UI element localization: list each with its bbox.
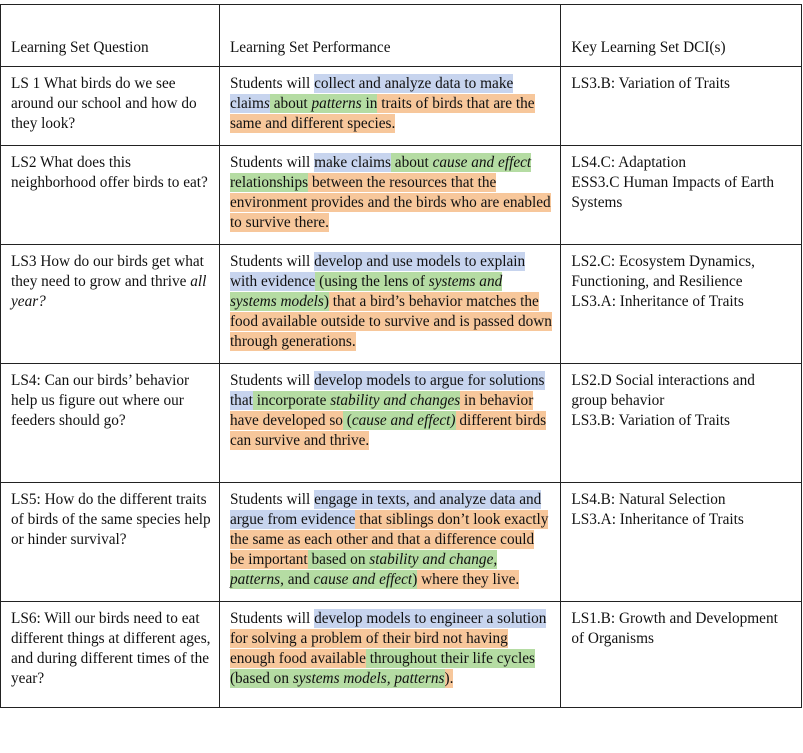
- question-text: LS3 How do our birds get what they need to grow and thrive: [11, 253, 204, 290]
- question-cell: [1, 245, 220, 364]
- highlight-green: cause and effect: [313, 571, 413, 588]
- question-text: LS 1 What birds do we see around our school and how do they look?: [11, 75, 197, 132]
- question-cell: [1, 364, 220, 483]
- performance-text: Students will: [229, 253, 315, 270]
- highlight-orange: for solving a problem of their bird not having enough food available: [229, 630, 508, 667]
- performance-text: Students will: [229, 491, 315, 508]
- highlight-green: relationships: [229, 174, 309, 191]
- dci-cell: [561, 146, 802, 245]
- table-row: [1, 245, 802, 364]
- question-text: LS4: Can our birds’ behavior help us figure out where our feeders should go?: [11, 372, 190, 429]
- dci-cell: [561, 245, 802, 364]
- performance-text: Students will: [229, 610, 315, 627]
- highlight-blue: develop and use models to explain with evidence: [229, 253, 526, 290]
- highlight-green: , and: [280, 571, 314, 588]
- highlight-green: ): [323, 293, 329, 310]
- dci-item: LS3.B: Variation of Traits: [571, 412, 731, 429]
- table-row: [1, 67, 802, 146]
- highlight-green: based on: [307, 551, 370, 568]
- header-row: [1, 5, 802, 67]
- table-row: [1, 146, 802, 245]
- highlight-orange: different birds can survive and thrive.: [229, 412, 547, 449]
- question-cell: [1, 483, 220, 602]
- dci-cell: [561, 483, 802, 602]
- highlight-green: cause and effect: [432, 154, 532, 171]
- question-text: LS2 What does this neighborhood offer birds to eat?: [11, 154, 208, 191]
- performance-cell: [219, 146, 560, 245]
- highlight-green: cause and effect): [351, 412, 456, 429]
- dci-item: LS4.C: Adaptation: [571, 154, 687, 171]
- table-row: [1, 364, 802, 483]
- dci-item: LS3.B: Variation of Traits: [571, 75, 731, 92]
- highlight-blue: develop models to engineer a solution: [314, 610, 547, 627]
- header-performance: Learning Set Performance: [219, 5, 560, 67]
- highlight-orange: that siblings don’t look exactly the same as each other and that a difference could be important: [229, 511, 549, 568]
- performance-text: Students will: [229, 154, 315, 171]
- question-cell: [1, 67, 220, 146]
- dci-cell: [561, 364, 802, 483]
- highlight-blue: collect and analyze data to make claim: [229, 75, 514, 112]
- highlight-green: ): [412, 571, 418, 588]
- performance-cell: [219, 483, 560, 602]
- performance-cell: [219, 602, 560, 708]
- highlight-green: (using the lens of: [315, 273, 429, 290]
- dci-cell: [561, 67, 802, 146]
- performance-cell: [219, 245, 560, 364]
- highlight-green: systems and systems models: [229, 273, 503, 310]
- header-question: Learning Set Question: [1, 5, 220, 67]
- dci-item: ESS3.C Human Impacts of Earth Systems: [571, 174, 775, 211]
- highlight-green: in: [361, 95, 378, 112]
- highlight-blue: make claims: [314, 154, 391, 171]
- dci-item: LS3.A: Inheritance of Traits: [571, 511, 744, 528]
- highlight-blue: develop models to argue for solutions that: [229, 372, 545, 409]
- highlight-green: about: [269, 95, 312, 112]
- dci-item: LS4.B: Natural Selection: [571, 491, 726, 508]
- dci-item: LS3.A: Inheritance of Traits: [571, 293, 744, 310]
- highlight-blue: s: [263, 95, 270, 112]
- performance-cell: [219, 364, 560, 483]
- highlight-green: throughout their life cycles: [365, 650, 535, 667]
- highlight-orange: ).: [444, 670, 454, 687]
- dci-item: LS2.D Social interactions and group behavior: [571, 372, 755, 409]
- performance-text: Students will: [229, 75, 315, 92]
- table-row: [1, 602, 802, 708]
- question-text: all year?: [11, 273, 207, 310]
- performance-text: Students will: [229, 372, 315, 389]
- highlight-orange: between the resources that the environment provides and the birds who are enabled to survive there.: [229, 174, 551, 231]
- question-cell: [1, 146, 220, 245]
- highlight-green: incorporate: [252, 392, 331, 409]
- dci-item: LS2.C: Ecosystem Dynamics, Functioning, and Resilience: [571, 253, 755, 290]
- highlight-green: (based on: [229, 670, 293, 687]
- dci-cell: [561, 602, 802, 708]
- highlight-green: stability and changes: [330, 392, 461, 409]
- highlight-green: about: [390, 154, 433, 171]
- highlight-orange: traits of birds that are the same and different species.: [229, 95, 535, 132]
- question-text: LS5: How do the different traits of birds of the same species help or hinder survival?: [11, 491, 211, 548]
- dci-item: LS1.B: Growth and Development of Organisms: [571, 610, 778, 647]
- highlight-green: (: [342, 412, 352, 429]
- highlight-orange: that a bird’s behavior matches the food available outside to survive and is passed down through generations.: [229, 293, 552, 350]
- highlight-blue: engage in texts, and analyze data and argue from evidence: [229, 491, 542, 528]
- highlight-green: patterns: [311, 95, 362, 112]
- performance-cell: [219, 67, 560, 146]
- highlight-orange: in behavior have developed so: [229, 392, 534, 429]
- header-dci: Key Learning Set DCI(s): [561, 5, 802, 67]
- highlight-orange: where they live.: [417, 571, 520, 588]
- question-cell: [1, 602, 220, 708]
- highlight-green: stability and change, patterns: [229, 551, 498, 588]
- learning-set-table: [0, 4, 802, 708]
- table-row: [1, 483, 802, 602]
- highlight-green: systems models, patterns: [292, 670, 445, 687]
- question-text: LS6: Will our birds need to eat different things at different ages, and during different times of the year?: [11, 610, 211, 687]
